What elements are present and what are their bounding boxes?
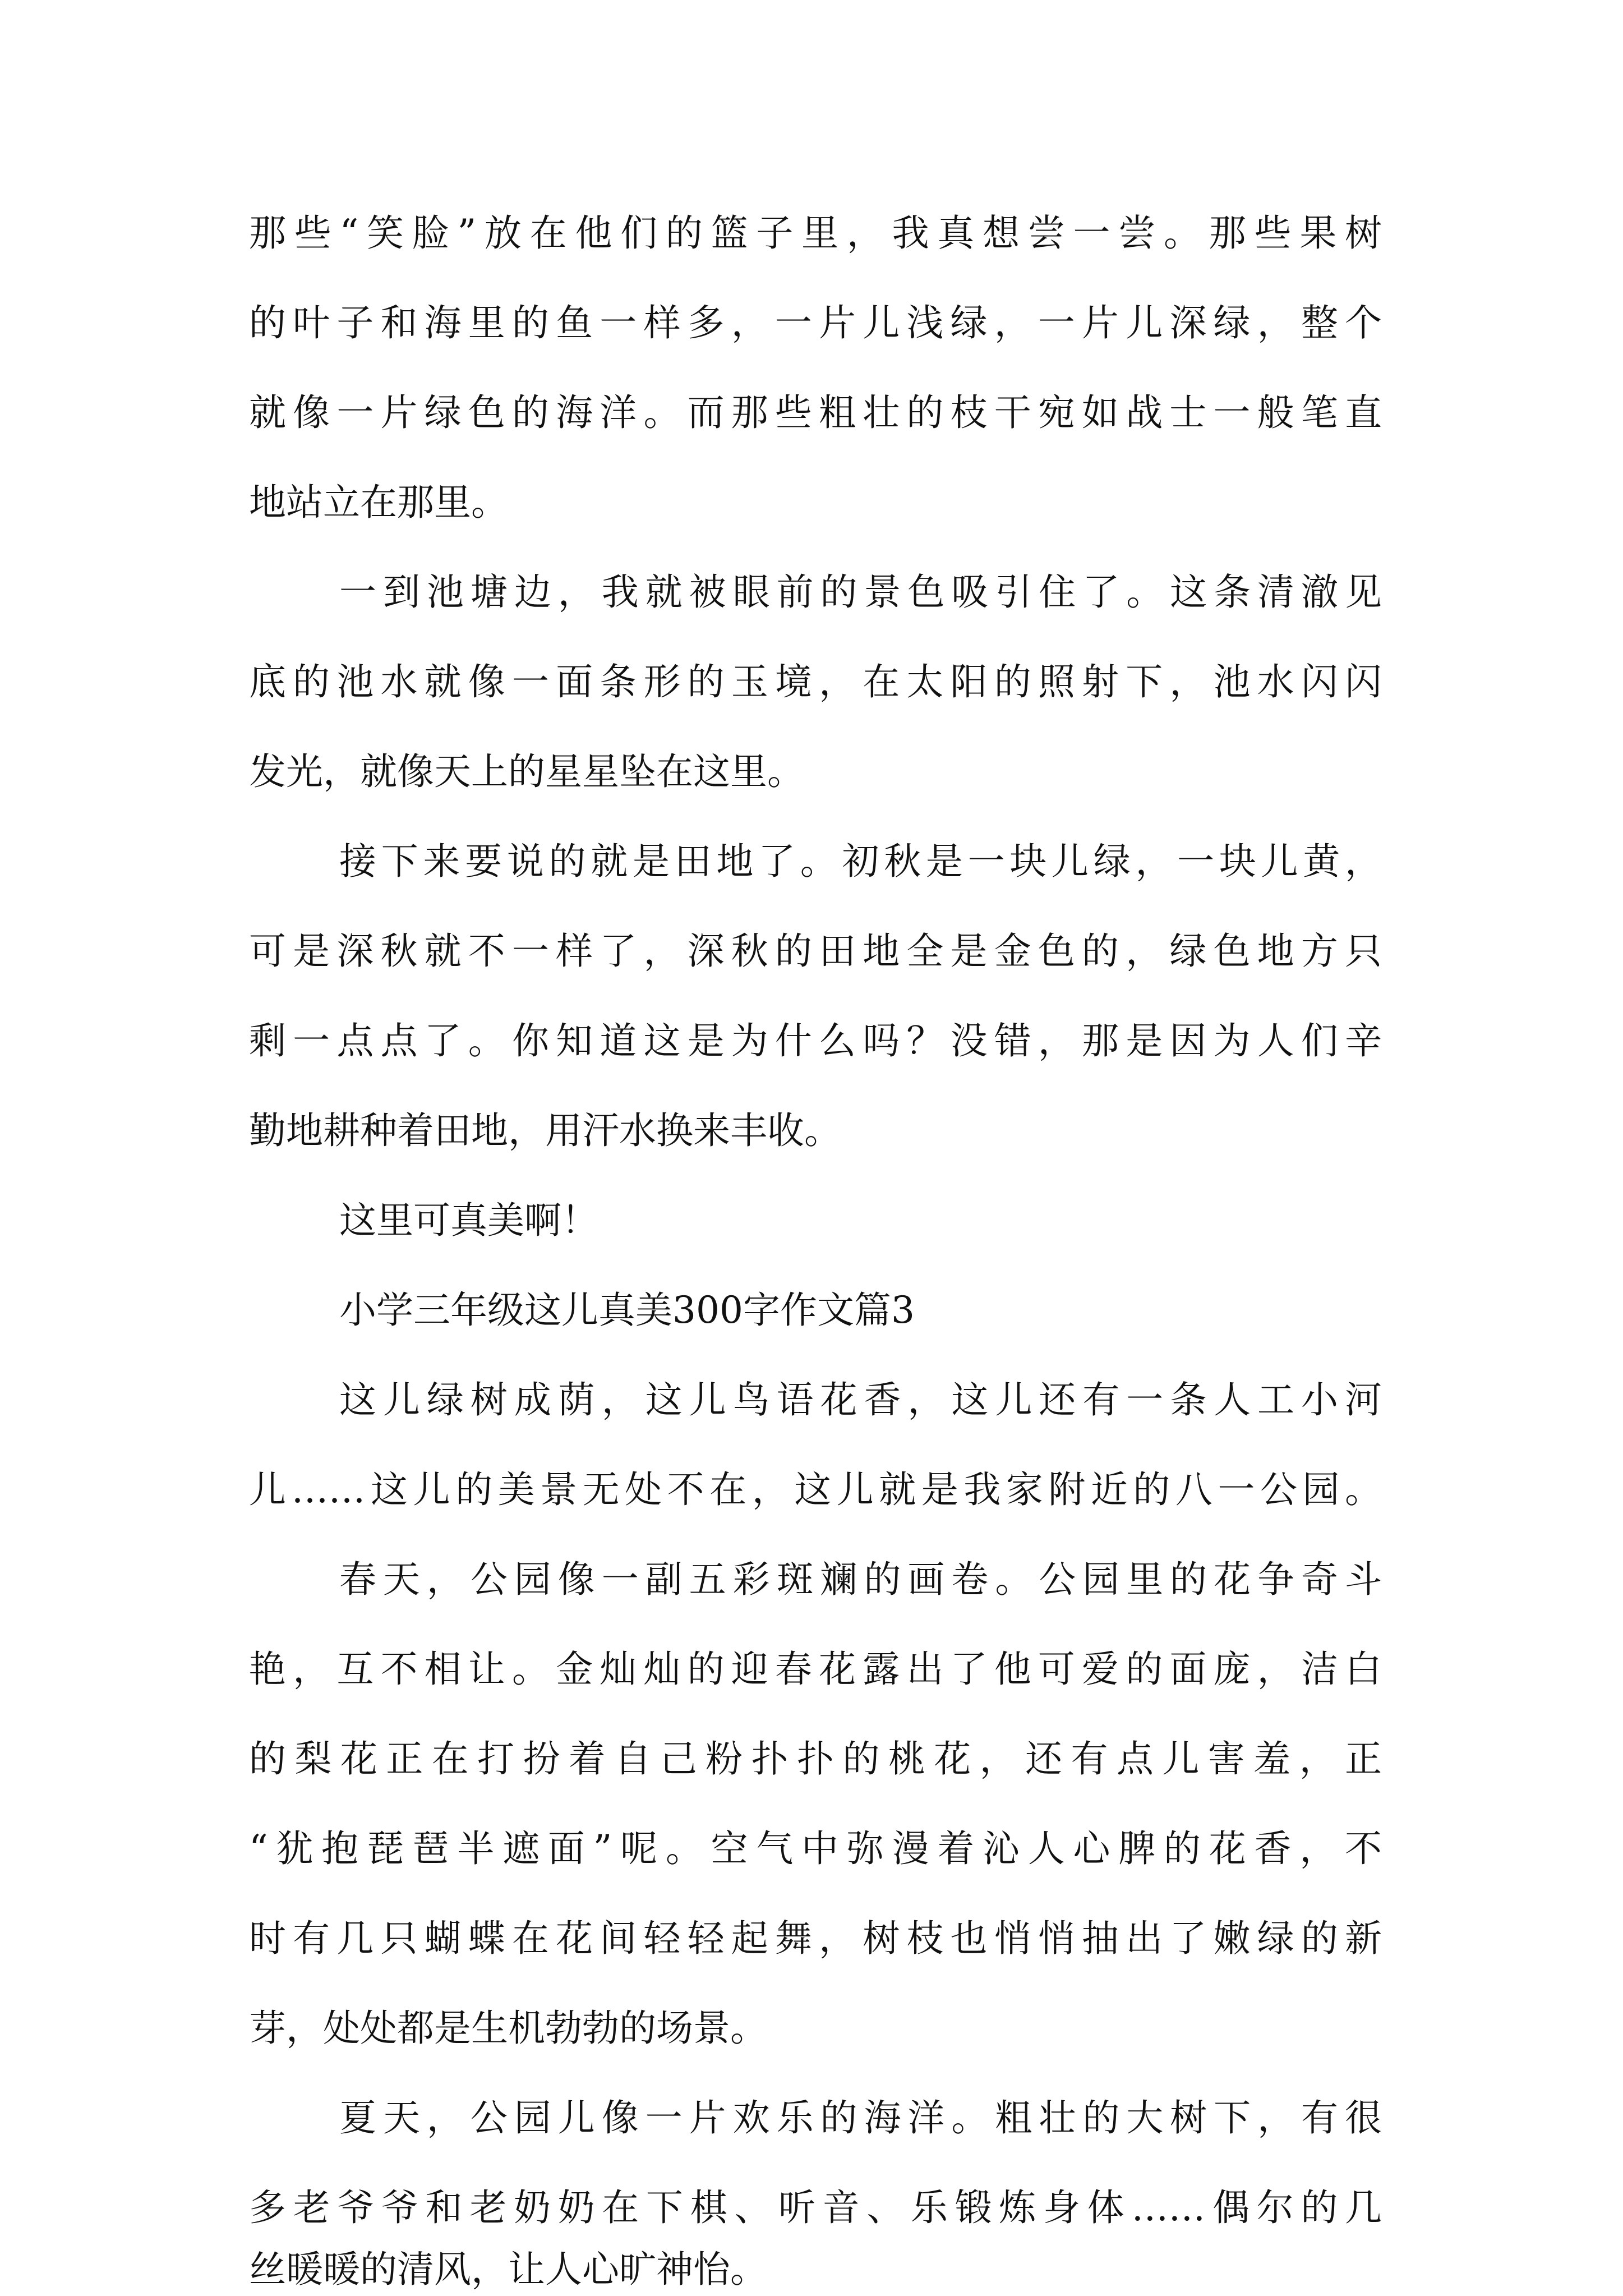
paragraph-line: 的梨花正在打扮着自己粉扑扑的桃花，还有点儿害羞，正: [249, 1737, 1382, 1780]
paragraph-line: 一到池塘边，我就被眼前的景色吸引住了。这条清澈见: [339, 570, 1382, 614]
paragraph-line: 地站立在那里。: [249, 481, 508, 524]
paragraph-line: 春天，公园像一副五彩斑斓的画卷。公园里的花争奇斗: [339, 1558, 1382, 1601]
paragraph-line: 可是深秋就不一样了，深秋的田地全是金色的，绿色地方只: [249, 930, 1382, 973]
paragraph-line: 的叶子和海里的鱼一样多，一片儿浅绿，一片儿深绿，整个: [249, 301, 1382, 344]
paragraph-line: 多老爷爷和老奶奶在下棋、听音、乐锻炼身体……偶尔的几: [249, 2186, 1382, 2229]
paragraph-line: 夏天，公园儿像一片欢乐的海洋。粗壮的大树下，有很: [339, 2096, 1382, 2139]
paragraph-line: 这儿绿树成荫，这儿鸟语花香，这儿还有一条人工小河: [339, 1378, 1382, 1421]
paragraph-line: 艳，互不相让。金灿灿的迎春花露出了他可爱的面庞，洁白: [249, 1648, 1382, 1691]
paragraph-line: 剩一点点了。你知道这是为什么吗？没错，那是因为人们辛: [249, 1019, 1382, 1062]
paragraph-line: 底的池水就像一面条形的玉境，在太阳的照射下，池水闪闪: [249, 660, 1382, 703]
paragraph-line: 那些“笑脸”放在他们的篮子里，我真想尝一尝。那些果树: [249, 211, 1382, 255]
paragraph-line: 芽，处处都是生机勃勃的场景。: [249, 2007, 767, 2050]
article-heading: 小学三年级这儿真美300字作文篇3: [339, 1289, 915, 1332]
paragraph-line: 就像一片绿色的海洋。而那些粗壮的枝干宛如战士一般笔直: [249, 391, 1382, 434]
paragraph-line: 发光，就像天上的星星坠在这里。: [249, 750, 804, 793]
paragraph-line: “犹抱琵琶半遮面”呢。空气中弥漫着沁人心脾的花香，不: [249, 1827, 1382, 1870]
paragraph-line: 儿……这儿的美景无处不在，这儿就是我家附近的八一公园。: [249, 1468, 1382, 1511]
paragraph-line: 勤地耕种着田地，用汗水换来丰收。: [249, 1109, 841, 1152]
paragraph-line: 丝暖暖的清风，让人心旷神怡。: [249, 2248, 767, 2291]
paragraph-line: 时有几只蝴蝶在花间轻轻起舞，树枝也悄悄抽出了嫩绿的新: [249, 1917, 1382, 1960]
paragraph-line: 接下来要说的就是田地了。初秋是一块儿绿，一块儿黄，: [339, 840, 1382, 883]
paragraph-line: 这里可真美啊！: [339, 1199, 598, 1242]
